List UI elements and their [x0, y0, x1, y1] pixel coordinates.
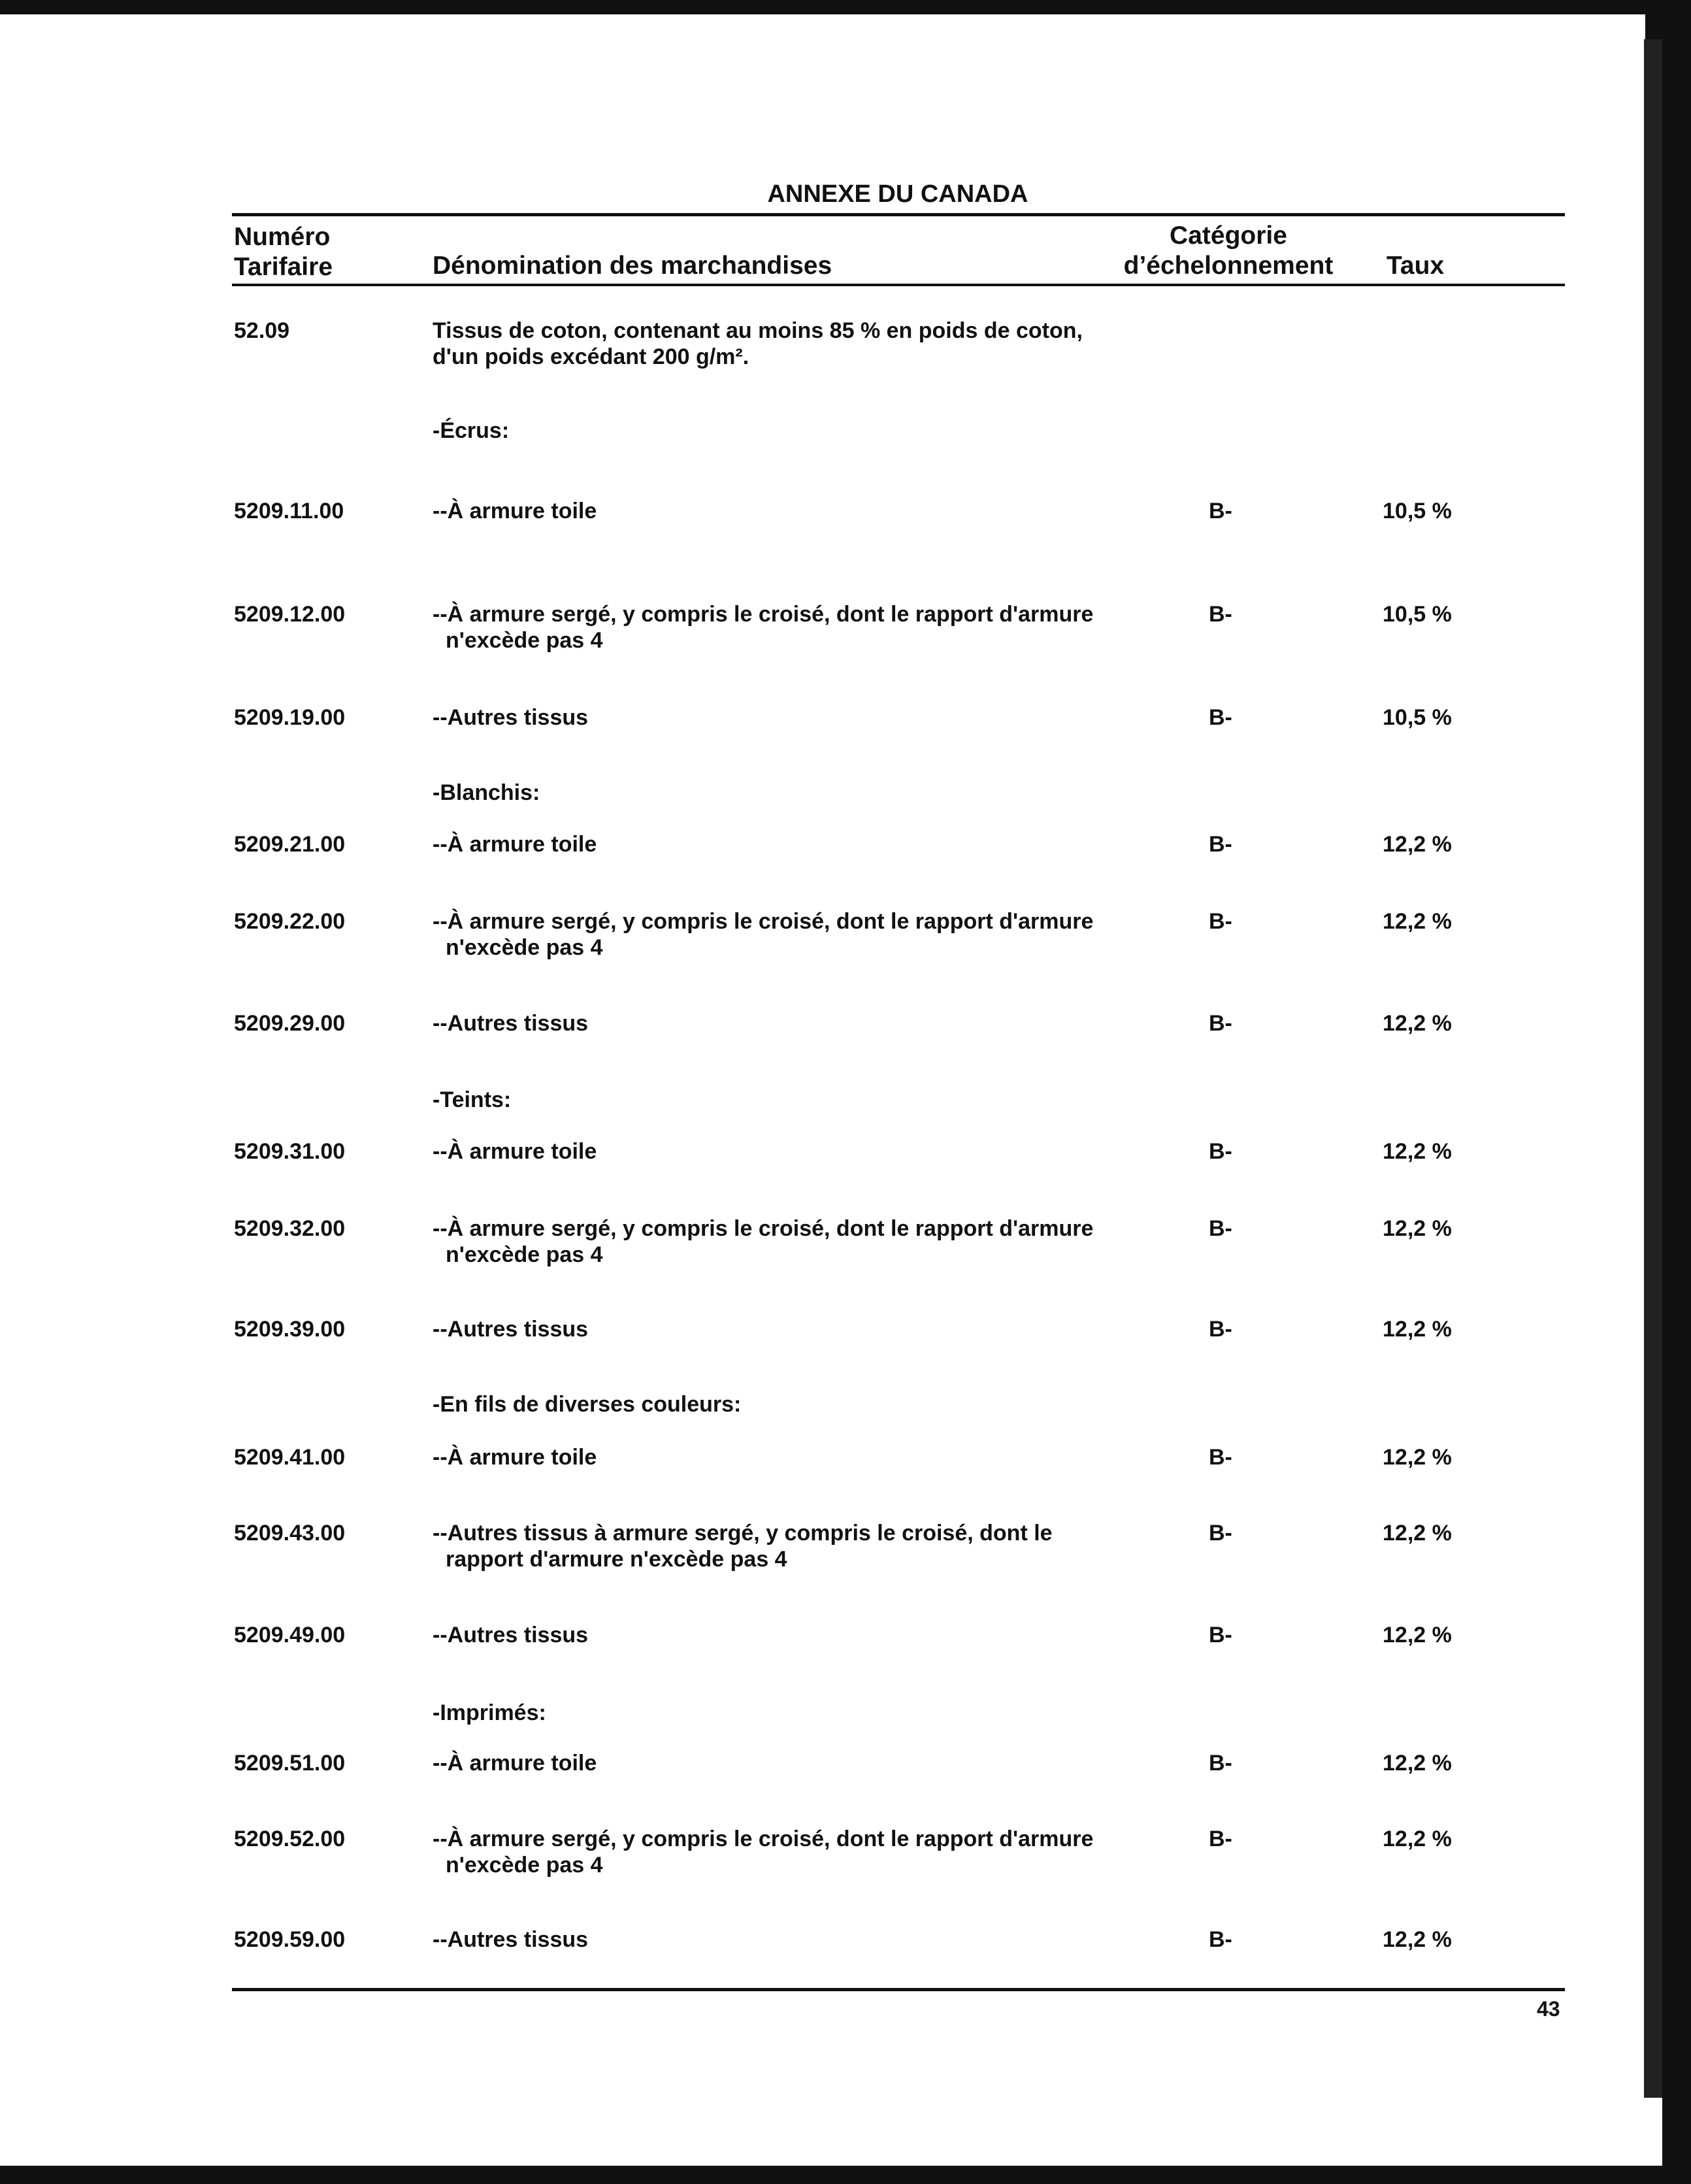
duty-rate: 12,2 % [1383, 1827, 1452, 1851]
header-categorie-line1: Catégorie [1170, 222, 1287, 250]
duty-rate: 12,2 % [1383, 1521, 1452, 1546]
tariff-code: 5209.11.00 [234, 499, 344, 523]
desc-line: --À armure sergé, y compris le croisé, dont le rapport d'armure [433, 602, 1094, 627]
duty-rate: 12,2 % [1383, 1011, 1452, 1036]
staging-category: B- [1209, 1927, 1232, 1952]
desc-continuation: n'excède pas 4 [446, 628, 603, 653]
goods-description [433, 831, 1125, 857]
header-top-rule [232, 213, 1565, 216]
header-bottom-rule [232, 284, 1565, 286]
desc-line: --À armure sergé, y compris le croisé, dont le rapport d'armure [433, 1216, 1094, 1241]
goods-description [433, 1622, 1125, 1648]
staging-category: B- [1209, 602, 1232, 627]
desc-line: --Autres tissus [433, 1623, 589, 1647]
staging-category: B- [1209, 1216, 1232, 1241]
goods-description [433, 1444, 1125, 1470]
goods-description [433, 1216, 1125, 1268]
tariff-code: 5209.19.00 [234, 705, 346, 730]
desc-line: --À armure toile [433, 832, 597, 857]
page-title: ANNEXE DU CANADA [767, 180, 1028, 208]
goods-description [433, 1138, 1125, 1165]
section-imprimes: -Imprimés: [433, 1700, 546, 1725]
footer-rule [232, 1988, 1565, 1991]
goods-description [433, 1316, 1125, 1342]
duty-rate: 10,5 % [1383, 705, 1452, 730]
desc-line: --À armure toile [433, 499, 597, 523]
tariff-code: 5209.49.00 [234, 1623, 346, 1647]
goods-description [433, 601, 1125, 654]
staging-category: B- [1209, 832, 1232, 857]
goods-description [433, 1520, 1125, 1572]
staging-category: B- [1209, 1827, 1232, 1851]
goods-description [433, 704, 1125, 731]
goods-description [433, 1750, 1125, 1776]
staging-category: B- [1209, 1139, 1232, 1164]
staging-category: B- [1209, 1445, 1232, 1470]
staging-category: B- [1209, 909, 1232, 934]
staging-category: B- [1209, 499, 1232, 523]
desc-continuation: rapport d'armure n'excède pas 4 [446, 1547, 787, 1572]
goods-description [433, 1927, 1125, 1953]
heading-code: 52.09 [234, 318, 290, 343]
staging-category: B- [1209, 1521, 1232, 1546]
goods-description [433, 908, 1125, 961]
desc-line: --À armure toile [433, 1445, 597, 1470]
tariff-code: 5209.59.00 [234, 1927, 346, 1952]
heading-desc-line2: d'un poids excédant 200 g/m². [433, 344, 749, 369]
section-blanchis: -Blanchis: [433, 780, 540, 805]
tariff-code: 5209.51.00 [234, 1751, 346, 1776]
header-categorie [1111, 221, 1346, 281]
goods-description [433, 1010, 1125, 1036]
duty-rate: 12,2 % [1383, 1139, 1452, 1164]
desc-line: --Autres tissus [433, 1927, 589, 1952]
desc-line: --À armure sergé, y compris le croisé, dont le rapport d'armure [433, 1827, 1094, 1851]
tariff-code: 5209.43.00 [234, 1521, 346, 1546]
heading-description [433, 318, 1125, 370]
header-denomination: Dénomination des marchandises [433, 252, 832, 280]
duty-rate: 12,2 % [1383, 1751, 1452, 1776]
tariff-code: 5209.41.00 [234, 1445, 346, 1470]
header-numero-line1: Numéro [234, 223, 331, 251]
duty-rate: 12,2 % [1383, 1317, 1452, 1342]
desc-line: --Autres tissus [433, 1317, 589, 1342]
desc-line: --Autres tissus à armure sergé, y compris le croisé, dont le [433, 1521, 1053, 1546]
heading-desc-line1: Tissus de coton, contenant au moins 85 % en poids de coton, [433, 318, 1083, 343]
goods-description [433, 1826, 1125, 1878]
duty-rate: 10,5 % [1383, 602, 1452, 627]
tariff-code: 5209.52.00 [234, 1827, 346, 1851]
tariff-code: 5209.22.00 [234, 909, 346, 934]
staging-category: B- [1209, 1751, 1232, 1776]
tariff-code: 5209.31.00 [234, 1139, 346, 1164]
header-categorie-line2: d’échelonnement [1123, 252, 1334, 280]
desc-line: --Autres tissus [433, 705, 589, 730]
header-taux: Taux [1387, 252, 1445, 280]
desc-line: --À armure toile [433, 1751, 597, 1776]
goods-description [433, 498, 1125, 524]
desc-continuation: n'excède pas 4 [446, 1242, 603, 1267]
section-teints: -Teints: [433, 1087, 512, 1112]
tariff-code: 5209.21.00 [234, 832, 346, 857]
tariff-code: 5209.39.00 [234, 1317, 346, 1342]
duty-rate: 12,2 % [1383, 1623, 1452, 1647]
page-number: 43 [1537, 1997, 1560, 2021]
desc-continuation: n'excède pas 4 [446, 935, 603, 960]
section-ecrus: -Écrus: [433, 418, 510, 443]
staging-category: B- [1209, 705, 1232, 730]
duty-rate: 12,2 % [1383, 1445, 1452, 1470]
section-fils-couleurs: -En fils de diverses couleurs: [433, 1392, 742, 1417]
staging-category: B- [1209, 1317, 1232, 1342]
desc-line: --Autres tissus [433, 1011, 589, 1036]
tariff-code: 5209.29.00 [234, 1011, 346, 1036]
tariff-code: 5209.12.00 [234, 602, 346, 627]
staging-category: B- [1209, 1623, 1232, 1647]
duty-rate: 12,2 % [1383, 832, 1452, 857]
desc-line: --À armure toile [433, 1139, 597, 1164]
header-numero-tarifaire [234, 222, 333, 282]
duty-rate: 10,5 % [1383, 499, 1452, 523]
desc-line: --À armure sergé, y compris le croisé, dont le rapport d'armure [433, 909, 1094, 934]
staging-category: B- [1209, 1011, 1232, 1036]
desc-continuation: n'excède pas 4 [446, 1853, 603, 1878]
duty-rate: 12,2 % [1383, 1216, 1452, 1241]
duty-rate: 12,2 % [1383, 1927, 1452, 1952]
tariff-code: 5209.32.00 [234, 1216, 346, 1241]
duty-rate: 12,2 % [1383, 909, 1452, 934]
header-numero-line2: Tarifaire [234, 253, 333, 281]
